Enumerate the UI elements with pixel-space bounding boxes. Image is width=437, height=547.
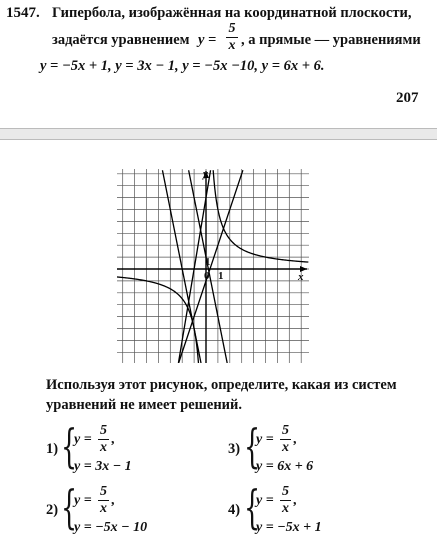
problem-number: 1547. — [6, 5, 40, 21]
page-separator — [0, 128, 437, 140]
eq2: y = −5x − 10 — [74, 520, 148, 535]
option-number: 4) — [228, 502, 241, 518]
graph-svg — [117, 169, 309, 363]
eq2: y = 3x − 1 — [74, 459, 132, 474]
fraction-denominator: x — [282, 440, 289, 455]
eq1-comma: , — [111, 432, 115, 447]
line-graph — [162, 170, 201, 363]
option-fraction — [280, 485, 291, 516]
eq1-lhs: y = — [74, 493, 92, 508]
unit-x-label: 1 — [218, 270, 224, 282]
fraction-denominator: x — [100, 440, 107, 455]
problem-line-1: Гипербола, изображённая на координатной плоскости, — [52, 5, 412, 21]
coordinate-plane — [117, 169, 309, 368]
option-fraction — [98, 424, 109, 455]
question-line-2: уравнений не имеет решений. — [46, 397, 243, 413]
line-graph — [179, 170, 243, 363]
system-brace: { — [244, 419, 261, 473]
option-fraction — [280, 424, 291, 455]
eq1-comma: , — [293, 432, 297, 447]
eq1-lhs: y = — [74, 432, 92, 447]
eq1-comma: , — [111, 493, 115, 508]
system-brace: { — [61, 419, 78, 473]
eq2: y = −5x + 1 — [256, 520, 322, 535]
option-number: 1) — [46, 441, 59, 457]
eq2: y = 6x + 6 — [256, 459, 314, 474]
question-line-1: Используя этот рисунок, определите, какая из систем — [46, 377, 397, 393]
axis-x-label: x — [298, 271, 304, 283]
problem-line-2-pre: задаётся уравнением — [52, 32, 190, 48]
unit-y-label: 1 — [205, 256, 211, 268]
option-number: 2) — [46, 502, 59, 518]
eq1-comma: , — [293, 493, 297, 508]
fraction-numerator: 5 — [282, 484, 289, 499]
option-number: 3) — [228, 441, 241, 457]
page-number: 207 — [396, 90, 419, 106]
fraction-denominator: x — [100, 501, 107, 516]
problem-line-2-y: y = — [198, 32, 217, 48]
fraction-numerator: 5 — [282, 423, 289, 438]
option-fraction — [98, 485, 109, 516]
axis-y-label: y — [203, 168, 208, 180]
system-brace: { — [61, 480, 78, 534]
eq1-lhs: y = — [256, 432, 274, 447]
system-brace: { — [244, 480, 261, 534]
hyperbola-fraction — [226, 22, 238, 53]
fraction-numerator: 5 — [100, 423, 107, 438]
fraction-numerator: 5 — [100, 484, 107, 499]
fraction-denominator: x — [228, 38, 236, 53]
fraction-numerator: 5 — [228, 21, 236, 36]
problem-line-2-post: , а прямые — уравнениями — [241, 32, 421, 48]
eq1-lhs: y = — [256, 493, 274, 508]
fraction-denominator: x — [282, 501, 289, 516]
origin-label: 0 — [204, 270, 210, 282]
problem-line-3: y = −5x + 1, y = 3x − 1, y = −5x −10, y = 6x + 6. — [40, 58, 325, 74]
